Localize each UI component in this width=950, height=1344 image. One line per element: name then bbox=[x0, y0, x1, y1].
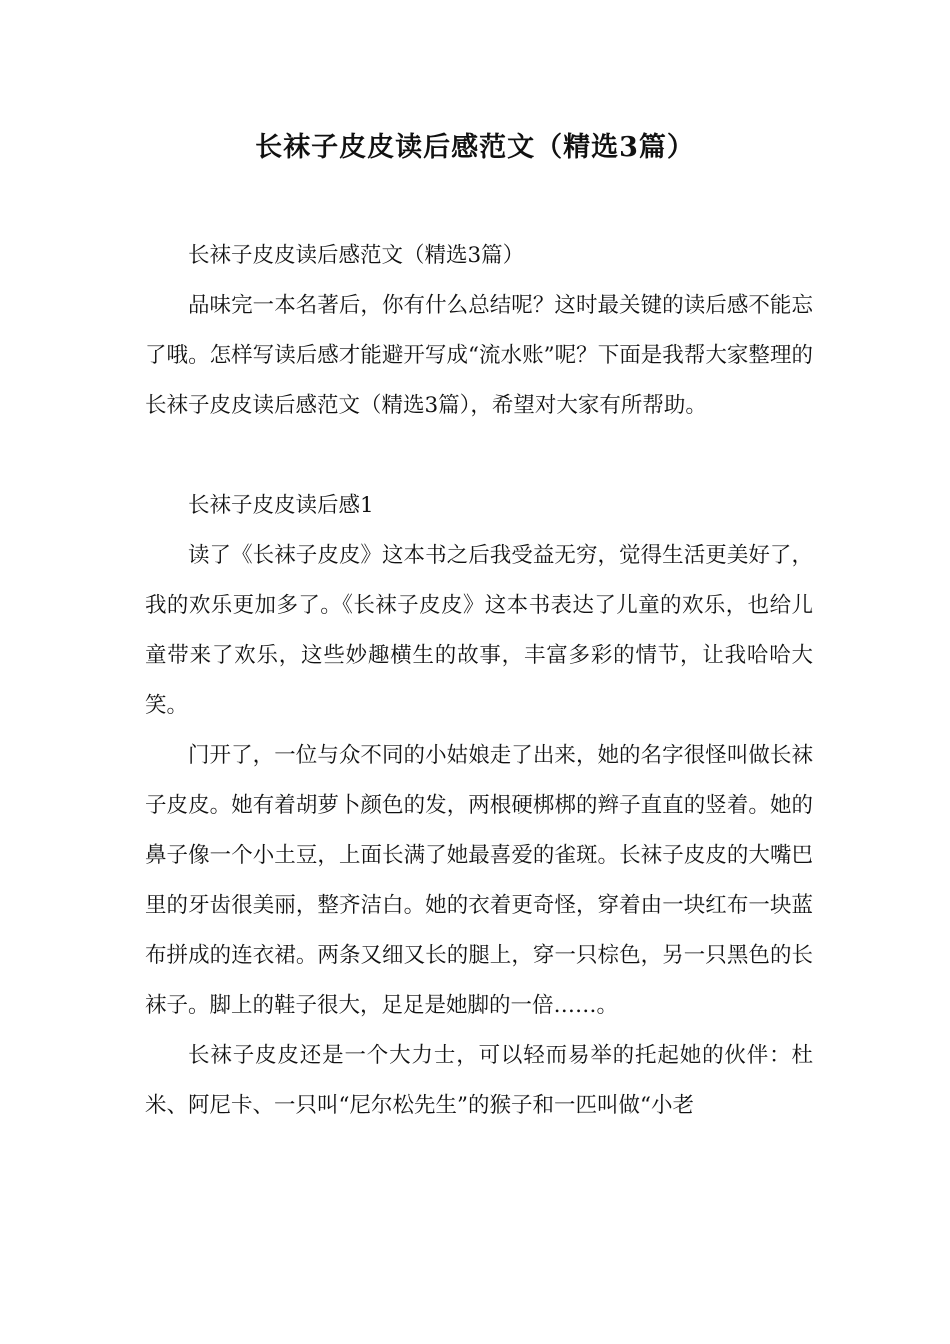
body-paragraph: 长袜子皮皮还是一个大力士，可以轻而易举的托起她的伙伴：杜米、阿尼卡、一只叫“尼尔松先生”的猴子和一匹叫做“小老 bbox=[145, 1043, 813, 1118]
subtitle-paragraph: 长袜子皮皮读后感范文（精选3篇） bbox=[188, 243, 525, 268]
section-heading: 长袜子皮皮读后感1 bbox=[188, 493, 374, 518]
paragraph-gap bbox=[145, 431, 813, 481]
body-paragraph: 读了《长袜子皮皮》这本书之后我受益无穷，觉得生活更美好了，我的欢乐更加多了。《长袜子皮皮》这本书表达了儿童的欢乐，也给儿童带来了欢乐，这些妙趣横生的故事，丰富多彩的情节，让我哈哈大笑。 bbox=[145, 543, 813, 718]
intro-paragraph: 品味完一本名著后，你有什么总结呢？这时最关键的读后感不能忘了哦。怎样写读后感才能避开写成“流水账”呢？下面是我帮大家整理的长袜子皮皮读后感范文（精选3篇），希望对大家有所帮助。 bbox=[145, 293, 813, 418]
document-title: 长袜子皮皮读后感范文（精选3篇） bbox=[255, 132, 695, 163]
document-body bbox=[145, 231, 813, 1131]
body-paragraph: 门开了，一位与众不同的小姑娘走了出来，她的名字很怪叫做长袜子皮皮。她有着胡萝卜颜色的发，两根硬梆梆的辫子直直的竖着。她的鼻子像一个小土豆，上面长满了她最喜爱的雀斑。长袜子皮皮的大嘴巴里的牙齿很美丽，整齐洁白。她的衣着更奇怪，穿着由一块红布一块蓝布拼成的连衣裙。两条又细又长的腿上，穿一只棕色，另一只黑色的长袜子。脚上的鞋子很大，足足是她脚的一倍……。 bbox=[145, 743, 813, 1018]
